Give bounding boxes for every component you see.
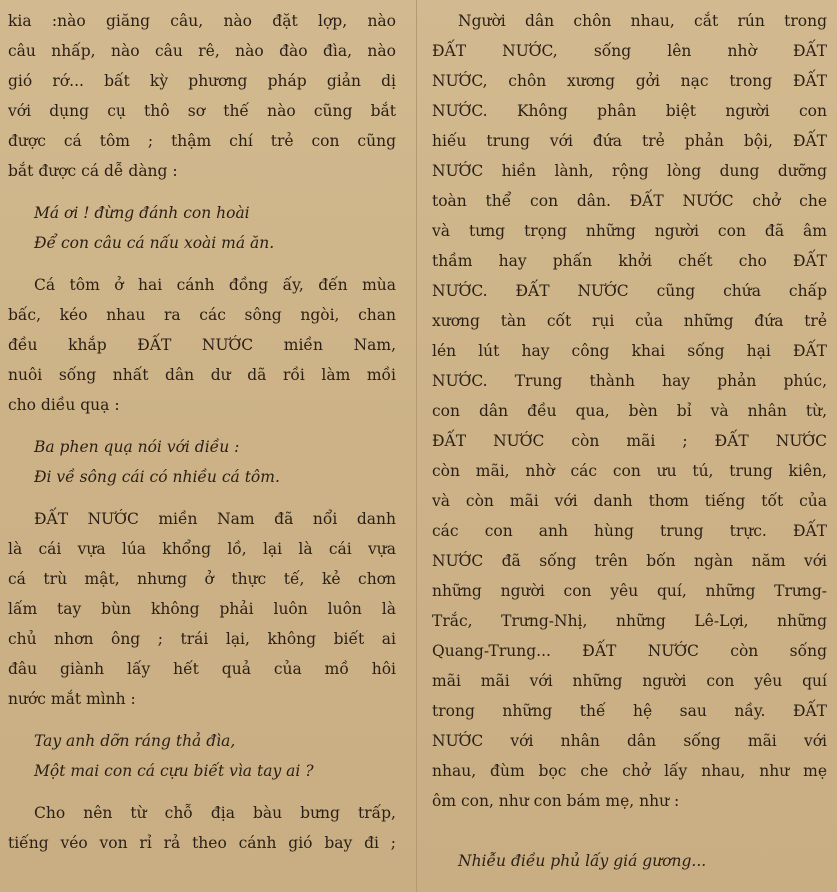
verse-line: Má ơi ! đừng đánh con hoài <box>34 204 250 222</box>
text-line: NƯỚC hiền lành, rộng lòng dung dưỡng <box>432 162 827 180</box>
text-line: được cá tôm ; thậm chí trẻ con cũng <box>8 132 396 150</box>
text-line: bấc, kéo nhau ra các sông ngòi, chan <box>8 306 396 324</box>
right-column <box>424 0 837 892</box>
text-line: nuôi sống nhất dân dư dã rồi làm mồi <box>8 366 396 384</box>
text-line: cá trù mật, nhưng ở thực tế, kẻ chơn <box>8 570 396 588</box>
verse-line: Ba phen quạ nói với diều : <box>34 438 240 456</box>
text-line: còn mãi, nhờ các con ưu tú, trung kiên, <box>432 462 827 480</box>
text-line: và còn mãi với danh thơm tiếng tốt của <box>432 492 827 510</box>
text-line: kia :nào giăng câu, nào đặt lợp, nào <box>8 12 396 30</box>
text-line: xương tàn cốt rụi của những đứa trẻ <box>432 312 827 330</box>
text-line: NƯỚC, chôn xương gởi nạc trong ĐẤT <box>432 72 827 90</box>
text-line: Quang-Trung... ĐẤT NƯỚC còn sống <box>432 642 827 660</box>
paragraph-gap <box>8 714 396 726</box>
text-line: ôm con, như con bám mẹ, như : <box>432 792 680 810</box>
verse-line: Tay anh dỡn ráng thả đìa, <box>34 732 236 750</box>
text-line: và tưng trọng những người con đã âm <box>432 222 827 240</box>
text-line: lấm tay bùn không phải luôn luôn là <box>8 600 396 618</box>
verse-line: Nhiễu điều phủ lấy giá gương... <box>458 852 707 870</box>
left-column <box>0 0 410 892</box>
text-line: nước mắt mình : <box>8 690 136 708</box>
text-line: ĐẤT NƯỚC còn mãi ; ĐẤT NƯỚC <box>432 432 827 450</box>
paragraph-gap <box>8 786 396 798</box>
text-line: ĐẤT NƯỚC, sống lên nhờ ĐẤT <box>432 42 827 60</box>
text-line: con dân đều qua, bèn bỉ và nhân từ, <box>432 402 827 420</box>
text-line: NƯỚC. Trung thành hay phản phúc, <box>432 372 827 390</box>
verse-line: Để con câu cá nấu xoài má ăn. <box>34 234 275 252</box>
text-line: những người con yêu quí, những Trưng- <box>432 582 827 600</box>
text-line: bắt được cá dễ dàng : <box>8 162 178 180</box>
text-line: trong những thế hệ sau nầy. ĐẤT <box>432 702 827 720</box>
text-line: gió rớ... bất kỳ phương pháp giản dị <box>8 72 396 90</box>
text-line: NƯỚC. ĐẤT NƯỚC cũng chứa chấp <box>432 282 827 300</box>
paragraph-gap <box>8 258 396 270</box>
text-line: ĐẤT NƯỚC miền Nam đã nổi danh <box>34 510 396 528</box>
text-line: thầm hay phấn khởi chết cho ĐẤT <box>432 252 827 270</box>
text-line: tiếng véo von rỉ rả theo cánh gió bay đi ; <box>8 834 396 852</box>
text-line: cho diều quạ : <box>8 396 120 414</box>
text-line: NƯỚC với nhân dân sống mãi với <box>432 732 827 750</box>
text-line: Trắc, Trưng-Nhị, những Lê-Lợi, những <box>432 612 827 630</box>
text-line: đều khắp ĐẤT NƯỚC miền Nam, <box>8 336 396 354</box>
text-line: mãi mãi với những người con yêu quí <box>432 672 827 690</box>
verse-line: Đi về sông cái có nhiều cá tôm. <box>34 468 280 486</box>
text-line: là cái vựa lúa khổng lồ, lại là cái vựa <box>8 540 396 558</box>
text-line: NƯỚC đã sống trên bốn ngàn năm với <box>432 552 827 570</box>
text-line: Cho nên từ chỗ địa bàu bưng trấp, <box>34 804 396 822</box>
paragraph-gap <box>8 420 396 432</box>
text-line: câu nhấp, nào câu rê, nào đào đìa, nào <box>8 42 396 60</box>
text-line: NƯỚC. Không phân biệt người con <box>432 102 827 120</box>
text-line: chủ nhơn ông ; trái lại, không biết ai <box>8 630 396 648</box>
paragraph-gap <box>8 492 396 504</box>
verse-line: Một mai con cá cựu biết vìa tay ai ? <box>34 762 314 780</box>
text-line: Cá tôm ở hai cánh đồng ấy, đến mùa <box>34 276 396 294</box>
text-line: Người dân chôn nhau, cắt rún trong <box>458 12 827 30</box>
paragraph-gap <box>432 816 827 846</box>
paragraph-gap <box>8 186 396 198</box>
text-line: nhau, đùm bọc che chở lấy nhau, như mẹ <box>432 762 827 780</box>
text-line: toàn thể con dân. ĐẤT NƯỚC chở che <box>432 192 827 210</box>
text-line: đâu giành lấy hết quả của mồ hôi <box>8 660 396 678</box>
text-line: hiếu trung với đứa trẻ phản bội, ĐẤT <box>432 132 827 150</box>
text-line: lén lút hay công khai sống hại ĐẤT <box>432 342 827 360</box>
text-line: với dụng cụ thô sơ thế nào cũng bắt <box>8 102 396 120</box>
text-line: các con anh hùng trung trực. ĐẤT <box>432 522 827 540</box>
column-divider <box>416 0 417 892</box>
